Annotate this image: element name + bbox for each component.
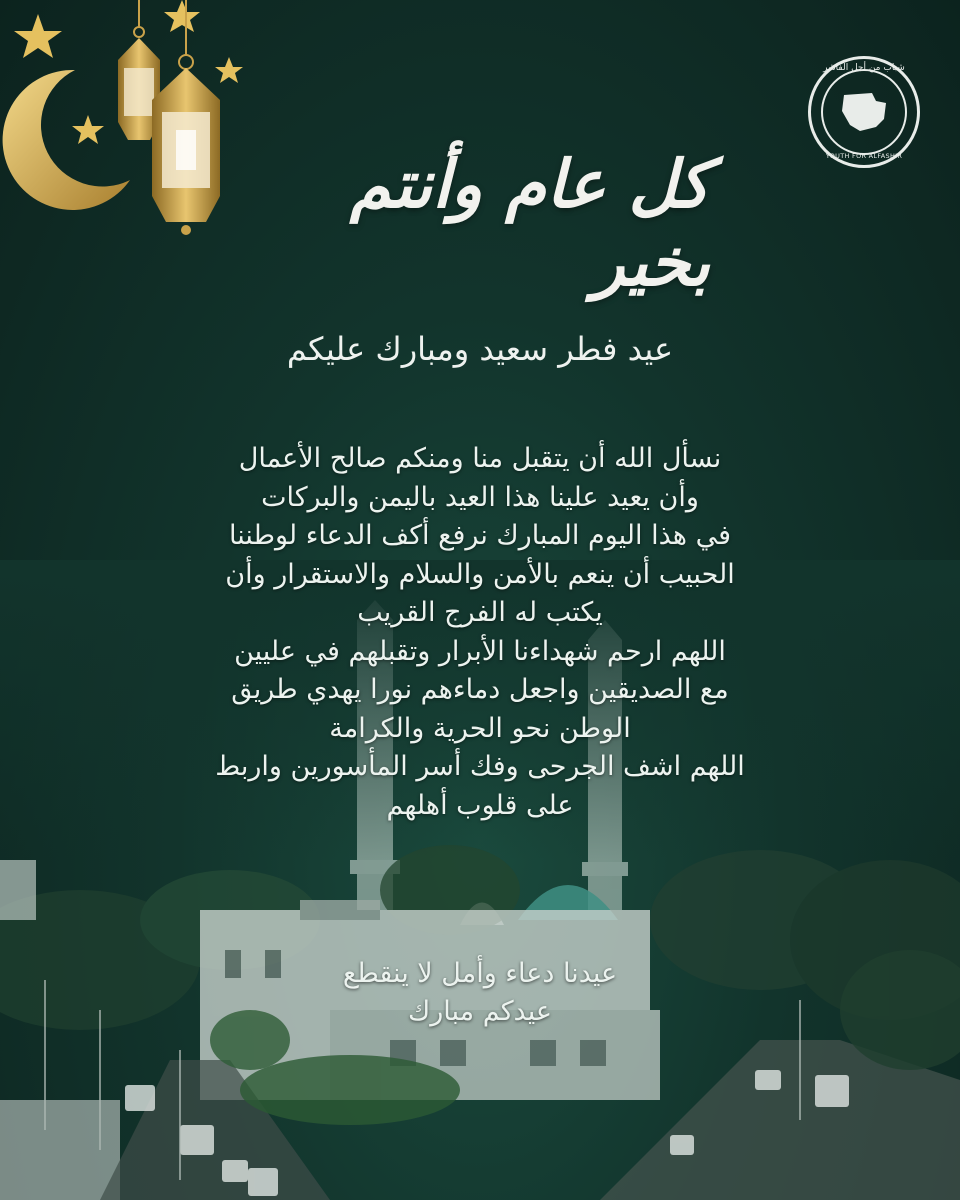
message-line: مع الصديقين واجعل دماءهم نورا يهدي طريق [231, 674, 729, 705]
message-line: وأن يعيد علينا هذا العيد باليمن والبركات [261, 481, 699, 513]
logo-english-text: YOUTH FOR ALFASHIR [825, 152, 903, 160]
eid-greeting-calligraphy: كل عام وأنتم بخير [349, 145, 710, 301]
closing-line-2: عيدكم مبارك [408, 996, 552, 1027]
youth-for-alfashir-logo [808, 56, 920, 168]
message-line: نسأل الله أن يتقبل منا ومنكم صالح الأعمال [238, 443, 722, 474]
lantern-large-icon [152, 0, 220, 235]
closing-line-1: عيدنا دعاء وأمل لا ينقطع [342, 958, 618, 989]
message-line: على قلوب أهلهم [386, 789, 574, 821]
closing-message [230, 955, 730, 1031]
eid-subtitle: عيد فطر سعيد ومبارك عليكم [286, 330, 674, 368]
message-line: في هذا اليوم المبارك نرفع أكف الدعاء لوطننا [228, 520, 732, 551]
message-line: اللهم ارحم شهداءنا الأبرار وتقبلهم في عليين [234, 635, 726, 667]
prayer-message [150, 440, 810, 825]
message-line: اللهم اشف الجرحى وفك أسر المأسورين واربط [215, 751, 745, 782]
crescent-moon-icon [3, 70, 130, 210]
logo-emblem [821, 69, 907, 155]
message-line: الحبيب أن ينعم بالأمن والسلام والاستقرار وأن [225, 558, 735, 590]
map-icon [838, 89, 890, 135]
message-line: الوطن نحو الحرية والكرامة [329, 712, 631, 744]
logo-arabic-text: شباب من أجل الفاشر [823, 63, 905, 73]
message-line: يكتب له الفرج القريب [357, 597, 603, 628]
